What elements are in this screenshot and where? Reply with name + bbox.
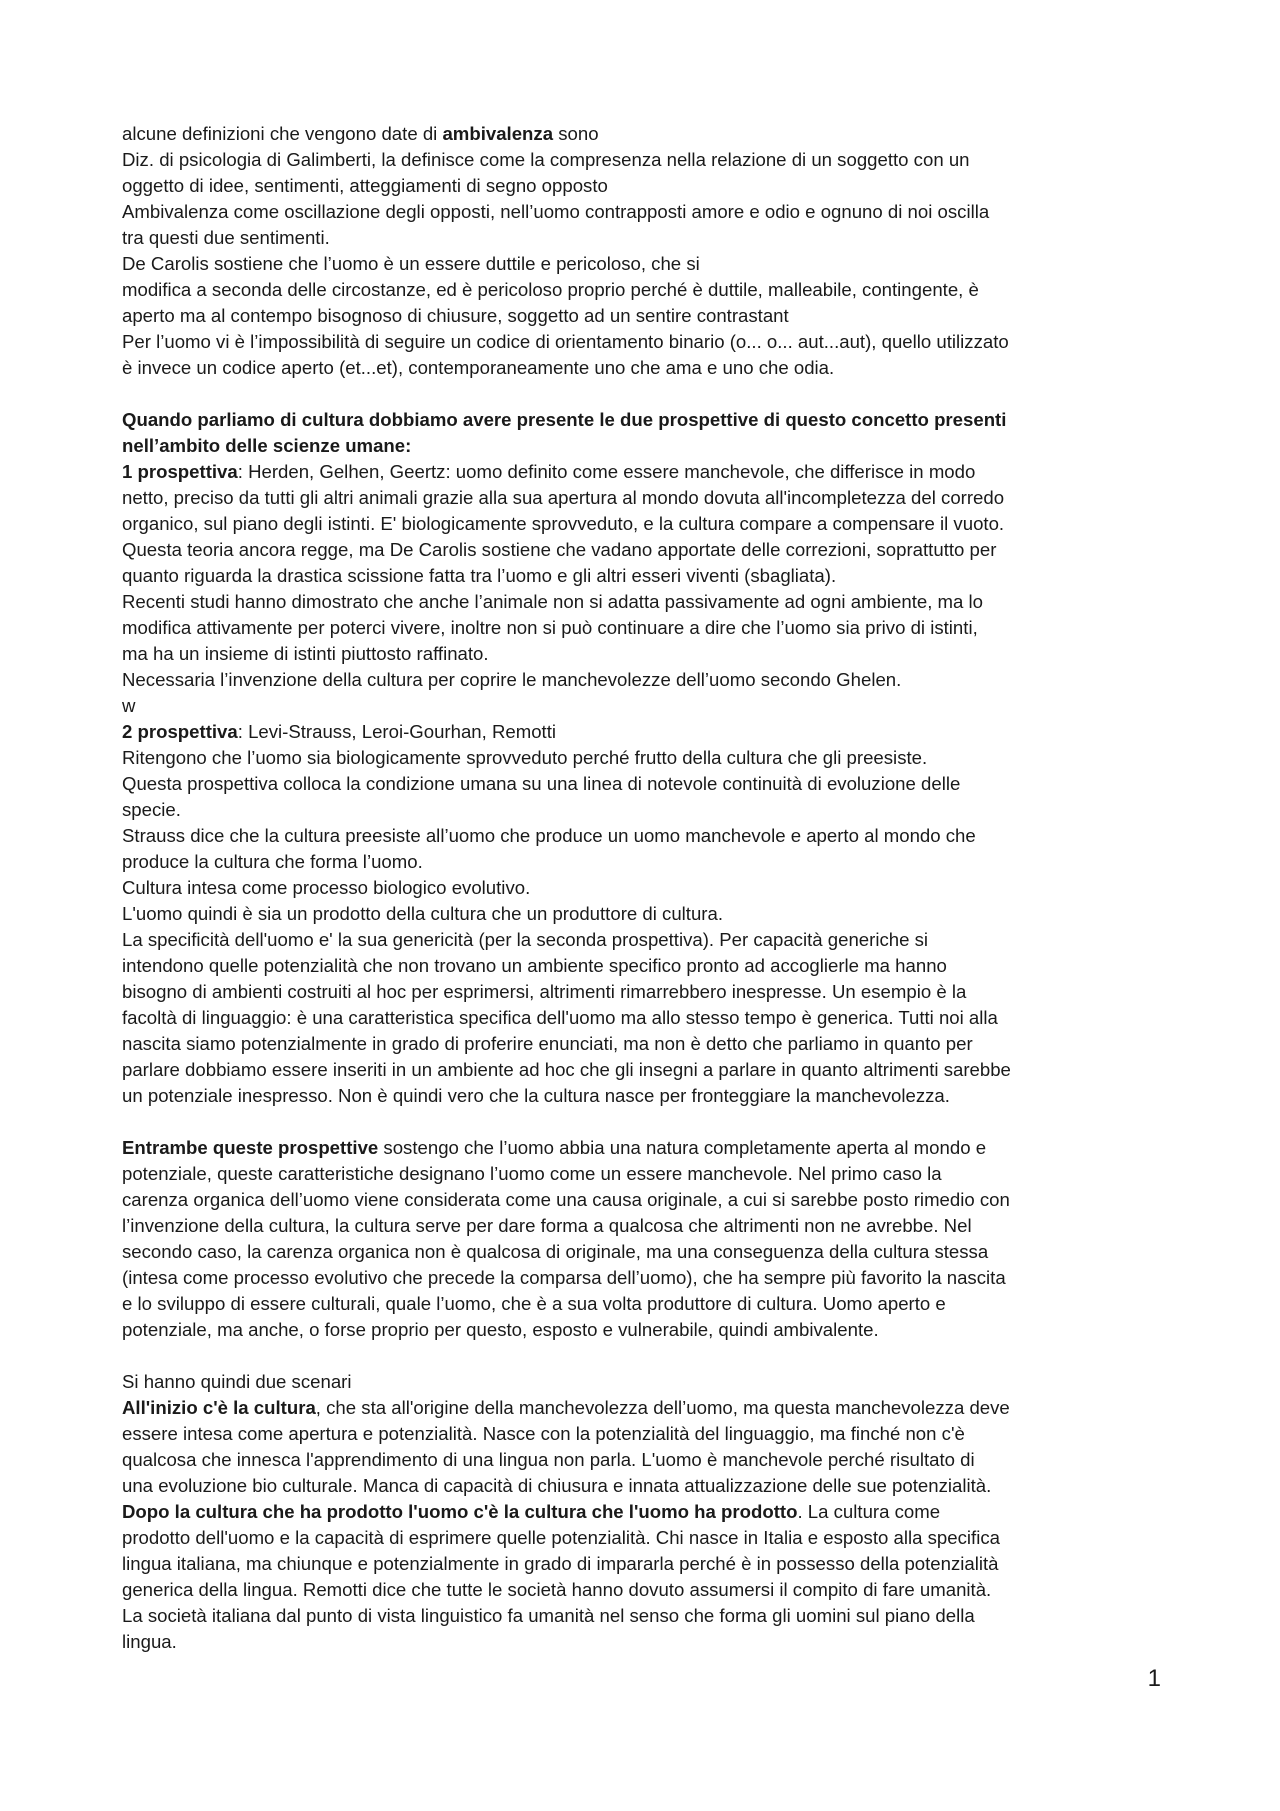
text-line: lingua italiana, ma chiunque e potenzialmente in grado di impararla perché è in possesso della potenzialità	[122, 1553, 999, 1574]
text-line: un potenziale inespresso. Non è quindi vero che la cultura nasce per fronteggiare la manchevolezza.	[122, 1085, 950, 1106]
text-line: l’invenzione della cultura, la cultura serve per dare forma a qualcosa che altrimenti non ne avrebbe. Nel	[122, 1215, 972, 1236]
text-line: e lo sviluppo di essere culturali, quale l’uomo, che è a sua volta produttore di cultura. Uomo aperto e	[122, 1293, 946, 1314]
paragraph-gap	[122, 1109, 1162, 1135]
document-body	[122, 121, 1162, 1655]
text-line: parlare dobbiamo essere inseriti in un ambiente ad hoc che gli insegni a parlare in quanto altrimenti sarebbe	[122, 1059, 1011, 1080]
text-line: Ambivalenza come oscillazione degli opposti, nell’uomo contrapposti amore e odio e ognuno di noi oscilla	[122, 201, 990, 222]
page-number: 1	[1147, 1665, 1161, 1692]
text-line: Recenti studi hanno dimostrato che anche l’animale non si adatta passivamente ad ogni ambiente, ma lo	[122, 591, 983, 612]
text-line: prodotto dell'uomo e la capacità di esprimere quelle potenzialità. Chi nasce in Italia e esposto alla specifica	[122, 1527, 1000, 1548]
text-line: specie.	[122, 799, 181, 820]
text-line: All'inizio c'è la cultura, che sta all'origine della manchevolezza dell’uomo, ma questa manchevolezza deve	[122, 1397, 1010, 1418]
text-line: La società italiana dal punto di vista linguistico fa umanità nel senso che forma gli uomini sul piano della	[122, 1605, 975, 1626]
text-line: bisogno di ambienti costruiti al hoc per esprimersi, altrimenti rimarrebbero inespresse. Un esempio è la	[122, 981, 967, 1002]
bold-term: ambivalenza	[442, 123, 554, 144]
text-line: modifica a seconda delle circostanze, ed è pericoloso proprio perché è duttile, malleabile, contingente, è	[122, 279, 979, 300]
text-line: w	[122, 695, 136, 716]
text-line: L'uomo quindi è sia un prodotto della cultura che un produttore di cultura.	[122, 903, 724, 924]
bold-lead: All'inizio c'è la cultura	[122, 1397, 316, 1418]
text-line: nascita siamo potenzialmente in grado di proferire enunciati, ma non è detto che parliamo in quanto per	[122, 1033, 973, 1054]
text-line: (intesa come processo evolutivo che precede la comparsa dell’uomo), che ha sempre più favorito la nascita	[122, 1267, 1006, 1288]
text-line: Questa prospettiva colloca la condizione umana su una linea di notevole continuità di evoluzione delle	[122, 773, 961, 794]
text-line: intendono quelle potenzialità che non trovano un ambiente specifico pronto ad accoglierle ma hanno	[122, 955, 947, 976]
section-heading: Quando parliamo di cultura dobbiamo avere presente le due prospettive di questo concetto presenti	[122, 409, 1007, 430]
text-line: alcune definizioni che vengono date di ambivalenza sono	[122, 123, 599, 144]
text-line: La specificità dell'uomo e' la sua genericità (per la seconda prospettiva). Per capacità generiche si	[122, 929, 929, 950]
text-line: è invece un codice aperto (et...et), contemporaneamente uno che ama e uno che odia.	[122, 357, 835, 378]
bold-lead: Dopo la cultura che ha prodotto l'uomo c'è la cultura che l'uomo ha prodotto	[122, 1501, 798, 1522]
perspective-label: 2 prospettiva	[122, 721, 238, 742]
text-line: Necessaria l’invenzione della cultura per coprire le manchevolezze dell’uomo secondo Ghelen.	[122, 669, 902, 690]
text-line: modifica attivamente per poterci vivere, inoltre non si può continuare a dire che l’uomo sia privo di istinti,	[122, 617, 978, 638]
text-line: Strauss dice che la cultura preesiste all’uomo che produce un uomo manchevole e aperto al mondo che	[122, 825, 976, 846]
text-line: facoltà di linguaggio: è una caratteristica specifica dell'uomo ma allo stesso tempo è generica. Tutti noi alla	[122, 1007, 998, 1028]
text-line: Diz. di psicologia di Galimberti, la definisce come la compresenza nella relazione di un soggetto con un	[122, 149, 970, 170]
text-line: Si hanno quindi due scenari	[122, 1371, 352, 1392]
paragraph-gap	[122, 381, 1162, 407]
perspective-label: 1 prospettiva	[122, 461, 238, 482]
section-heading: nell’ambito delle scienze umane:	[122, 435, 412, 456]
text-line: secondo caso, la carenza organica non è qualcosa di originale, ma una conseguenza della cultura stessa	[122, 1241, 989, 1262]
text-line: potenziale, queste caratteristiche designano l’uomo come un essere manchevole. Nel primo caso la	[122, 1163, 942, 1184]
text-line: De Carolis sostiene che l’uomo è un essere duttile e pericoloso, che si	[122, 253, 700, 274]
text-line: ma ha un insieme di istinti piuttosto raffinato.	[122, 643, 489, 664]
text-line: Cultura intesa come processo biologico evolutivo.	[122, 877, 531, 898]
text-line: generica della lingua. Remotti dice che tutte le società hanno dovuto assumersi il compito di fare umanità.	[122, 1579, 992, 1600]
paragraph-gap	[122, 1343, 1162, 1369]
text-line: Ritengono che l’uomo sia biologicamente sprovveduto perché frutto della cultura che gli preesiste.	[122, 747, 928, 768]
text-line: Per l’uomo vi è l’impossibilità di seguire un codice di orientamento binario (o... o... aut...aut), quello utilizzato	[122, 331, 1009, 352]
text-line: organico, sul piano degli istinti. E' biologicamente sprovveduto, e la cultura compare a compensare il vuoto.	[122, 513, 1005, 534]
text-line: 2 prospettiva: Levi-Strauss, Leroi-Gourhan, Remotti	[122, 721, 557, 742]
text-line: quanto riguarda la drastica scissione fatta tra l’uomo e gli altri esseri viventi (sbagliata).	[122, 565, 837, 586]
text-line: carenza organica dell’uomo viene considerata come una causa originale, a cui si sarebbe posto rimedio con	[122, 1189, 1010, 1210]
text-line: Entrambe queste prospettive sostengo che l’uomo abbia una natura completamente aperta al mondo e	[122, 1137, 987, 1158]
text-line: aperto ma al contempo bisognoso di chiusure, soggetto ad un sentire contrastant	[122, 305, 789, 326]
text-line: 1 prospettiva: Herden, Gelhen, Geertz: uomo definito come essere manchevole, che differisce in modo	[122, 461, 976, 482]
text-line: una evoluzione bio culturale. Manca di capacità di chiusura e innata attualizzazione delle sue potenzialità.	[122, 1475, 992, 1496]
text-line: lingua.	[122, 1631, 177, 1652]
bold-lead: Entrambe queste prospettive	[122, 1137, 379, 1158]
text-line: Dopo la cultura che ha prodotto l'uomo c'è la cultura che l'uomo ha prodotto. La cultura come	[122, 1501, 941, 1522]
text-line: oggetto di idee, sentimenti, atteggiamenti di segno opposto	[122, 175, 608, 196]
text-line: produce la cultura che forma l’uomo.	[122, 851, 423, 872]
text-line: tra questi due sentimenti.	[122, 227, 330, 248]
text-line: potenziale, ma anche, o forse proprio per questo, esposto e vulnerabile, quindi ambivalente.	[122, 1319, 879, 1340]
text-line: essere intesa come apertura e potenzialità. Nasce con la potenzialità del linguaggio, ma finché non c'è	[122, 1423, 965, 1444]
text-line: Questa teoria ancora regge, ma De Carolis sostiene che vadano apportate delle correzioni, soprattutto per	[122, 539, 997, 560]
text-line: qualcosa che innesca l'apprendimento di una lingua non parla. L'uomo è manchevole perché risultato di	[122, 1449, 975, 1470]
text-line: netto, preciso da tutti gli altri animali grazie alla sua apertura al mondo dovuta all'incompletezza del corredo	[122, 487, 1005, 508]
